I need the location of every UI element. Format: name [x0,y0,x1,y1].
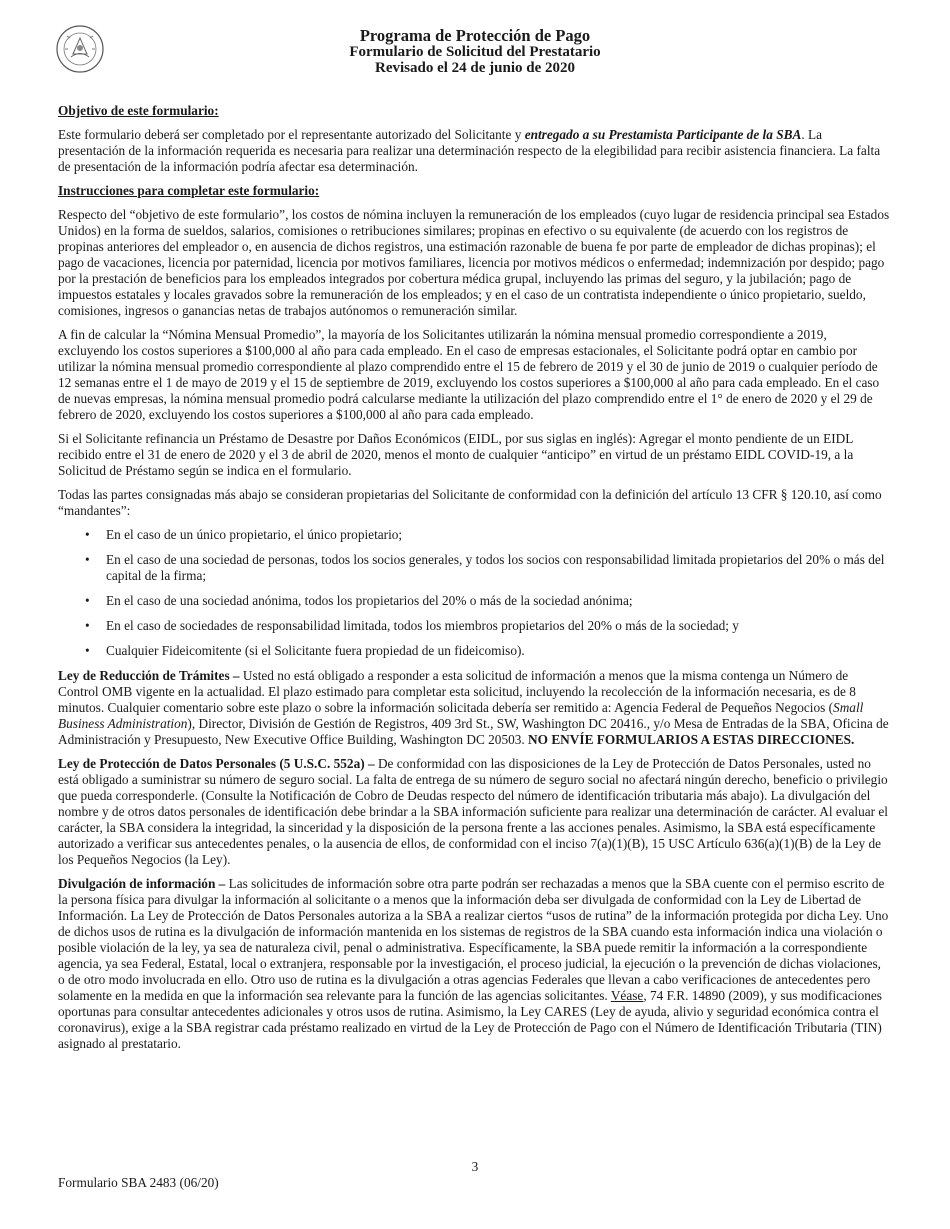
disclosure-paragraph [58,876,890,1052]
list-item [58,643,890,659]
objective-emphasis: entregado a su Prestamista Participante de la SBA [524,127,802,142]
document-title: Programa de Protección de Pago [359,26,591,45]
bullet-icon: • [85,643,90,658]
list-item [58,618,890,634]
privacy-label: Ley de Protección de Datos Personales (5 U.S.C. 552a) – [58,756,375,771]
bullet-icon: • [85,618,90,633]
paperwork-text-a: Usted no está obligado a responder a esta solicitud de información a menos que la misma contenga un Número de Control OMB vigente en la actualidad. El plazo estimado para completar esta solicitud, incluyendo la recolección de la información necesaria, es de 8 minutos. Cualquier comentario sobre este plazo o sobre la información solicitada debería ser remitido a: Agencia Federal de Pequeños Negocios ( [58,668,856,715]
instructions-paragraph-2: A fin de calcular la “Nómina Mensual Promedio”, la mayoría de los Solicitantes utilizarán la nómina mensual promedio correspondiente a 2019, excluyendo los costos superiores a $100,000 al año para cada empleado. En el caso de empresas estacionales, el Solicitante podrá optar en cambio por utilizar la nómina mensual promedio correspondiente al plazo comprendido entre el 15 de febrero de 2019 y el 30 de junio de 2019 o cualquier período de 12 semanas entre el 1 de mayo de 2019 y el 15 de septiembre de 2019, excluyendo los costos superiores a $100,000 al año para cada empleado. En el caso de nuevas empresas, la nómina mensual promedio podrá calcularse mediante la utilización del plazo comprendido entre el 1° de enero de 2020 y el 29 de febrero de 2020, excluyendo los costos superiores a $100,000 al año para cada empleado. [58,327,880,422]
bullet-icon: • [85,552,90,567]
privacy-act-paragraph [58,756,890,868]
disclosure-label: Divulgación de información – [58,876,226,891]
disclosure-text-a: Las solicitudes de información sobre otra parte podrán ser rechazadas a menos que la SBA cuente con el permiso escrito de la persona física para divulgar la información al solicitante o a menos que la información deba ser divulgada de conformidad con la Ley de Libertad de Información. La Ley de Protección de Datos Personales autoriza a la SBA a realizar ciertos “usos de rutina” de la información protegida por dicha Ley. Uno de dichos usos de rutina es la divulgación de información mantenida en los sistemas de registros de la SBA cuando esta información indica una violación o posible violación de la ley, ya sea de naturaleza civil, penal o administrativa. Específicamente, la SBA puede remitir la información a la correspondiente agencia, ya sea Federal, Estatal, local o extranjera, responsable por la investigación, el proceso judicial, la ejecución o la prevención de dichas violaciones, o de otro modo involucrada en ello. Otro uso de rutina es la divulgación a otras agencias Federales que llevan a cabo verificaciones de antecedentes pero solamente en la medida en que la información sea relevante para la función de las agencias solicitantes. [58,876,889,1003]
paperwork-agency-name: Small Business Administration [58,700,864,731]
list-item [58,527,890,543]
instructions-paragraph-3: Si el Solicitante refinancia un Préstamo de Desastre por Daños Económicos (EIDL, por sus siglas en inglés): Agregar el monto pendiente de un EIDL recibido entre el 31 de enero de 2020 y el 3 de abril de 2020, menos el monto de cualquier “anticipo” en virtud de un préstamo EIDL COVID-19, a la Solicitud de Préstamo según se indica en el formulario. [58,431,854,478]
objective-text-a: Este formulario deberá ser completado por el representante autorizado del Solicitante y [58,127,525,142]
objective-paragraph [58,127,890,175]
instructions-paragraph-1: Respecto del “objetivo de este formulario”, los costos de nómina incluyen la remuneración de los empleados (cuyo lugar de residencia principal sea Estados Unidos) en la forma de sueldos, salarios, comisiones o retribuciones similares; propinas en efectivo o su equivalente (de acuerdo con los registros de propinas anteriores del empleador o, en ausencia de dichos registros, una estimación razonable de buena fe por parte de empleador de dichas propinas); el pago de vacaciones, licencia por paternidad, licencia por motivos familiares, licencia por motivos médicos o enfermedad; indemnización por despido; pago por la prestación de beneficios para los empleados integrados por cobertura médica grupal, incluyendo las primas del seguro, y la jubilación; pago de impuestos estatales y locales gravados sobre la remuneración de los empleados; y en el caso de un contratista independiente o único propietario, sueldo, comisiones, ingresos o ganancias netas de trabajos autónomos o remuneración similar. [58,207,890,318]
owners-list [58,527,890,659]
bullet-icon: • [85,593,90,608]
paperwork-warning: NO ENVÍE FORMULARIOS A ESTAS DIRECCIONES. [528,732,855,747]
instructions-heading: Instrucciones para completar este formulario: [58,183,320,198]
paperwork-reduction-paragraph [58,668,890,748]
document-header [0,27,950,76]
list-item [58,552,890,584]
document-subtitle: Formulario de Solicitud del Prestatario [349,44,601,60]
paperwork-text-b: ), Director, División de Gestión de Registros, 409 3rd St., SW, Washington DC 20416., y/o Mesa de Entradas de la SBA, Oficina de Administración y Presupuesto, New Executive Office Building, Washington DC 20503. [58,716,889,747]
revision-date: Revisado el 24 de junio de 2020 [374,60,575,76]
form-identifier: Formulario SBA 2483 (06/20) [58,1175,219,1190]
bullet-icon: • [85,527,90,542]
list-item [58,593,890,609]
list-item-text: En el caso de un único propietario, el único propietario; [106,527,403,542]
list-item-text: En el caso de una sociedad de personas, todos los socios generales, y todos los socios con responsabilidad limitada propietarios del 20% o más del capital de la firma; [106,552,885,583]
paperwork-label: Ley de Reducción de Trámites – [58,668,240,683]
list-item-text: Cualquier Fideicomitente (si el Solicitante fuera propiedad de un fideicomiso). [106,643,525,658]
page-number: 3 [471,1159,479,1174]
document-body [58,103,890,1060]
objective-text-b: . La presentación de la información requerida es necesaria para realizar una determinación respecto de la elegibilidad para recibir asistencia financiera. La falta de presentación de la información podría afectar esa determinación. [58,127,881,174]
objective-heading: Objetivo de este formulario: [58,103,219,118]
disclosure-see: Véase [610,988,644,1003]
privacy-text: De conformidad con las disposiciones de la Ley de Protección de Datos Personales, usted no está obligado a suministrar su número de seguro social. La falta de entrega de su número de seguro social no afectará ningún derecho, beneficio o privilegio que pueda corresponderle. (Consulte la Notificación de Cobro de Deudas respecto del número de identificación tributaria más abajo). La divulgación del nombre y de otros datos personales de identificación debe brindar a la SBA información suficiente para realizar una determinación de carácter. Al evaluar el carácter, la SBA considera la integridad, la sinceridad y la disposición de la persona frente a las acciones penales. Asimismo, la SBA está específicamente autorizado a verificar sus antecedentes penales, o la ausencia de ellos, de conformidad con el inciso 7(a)(1)(B), 15 USC Artículo 636(a)(1)(B) de la Ley de los Pequeños Negocios (la Ley). [58,756,888,867]
list-item-text: En el caso de sociedades de responsabilidad limitada, todos los miembros propietarios del 20% o más de la sociedad; y [106,618,739,633]
instructions-paragraph-4: Todas las partes consignadas más abajo se consideran propietarias del Solicitante de conformidad con la definición del artículo 13 CFR § 120.10, así como “mandantes”: [58,487,882,518]
list-item-text: En el caso de una sociedad anónima, todos los propietarios del 20% o más de la sociedad anónima; [106,593,633,608]
disclosure-text-b: , 74 F.R. 14890 (2009), y sus modificaciones oportunas para consultar antecedentes adicionales y otros usos de rutina. Asimismo, la Ley CARES (Ley de ayuda, alivio y seguridad económica contra el coronavirus), exige a la SBA registrar cada préstamo realizado en virtud de la Ley de Protección de Pago con el Número de Identificación Tributaria (TIN) asignado al prestatario. [58,988,882,1051]
